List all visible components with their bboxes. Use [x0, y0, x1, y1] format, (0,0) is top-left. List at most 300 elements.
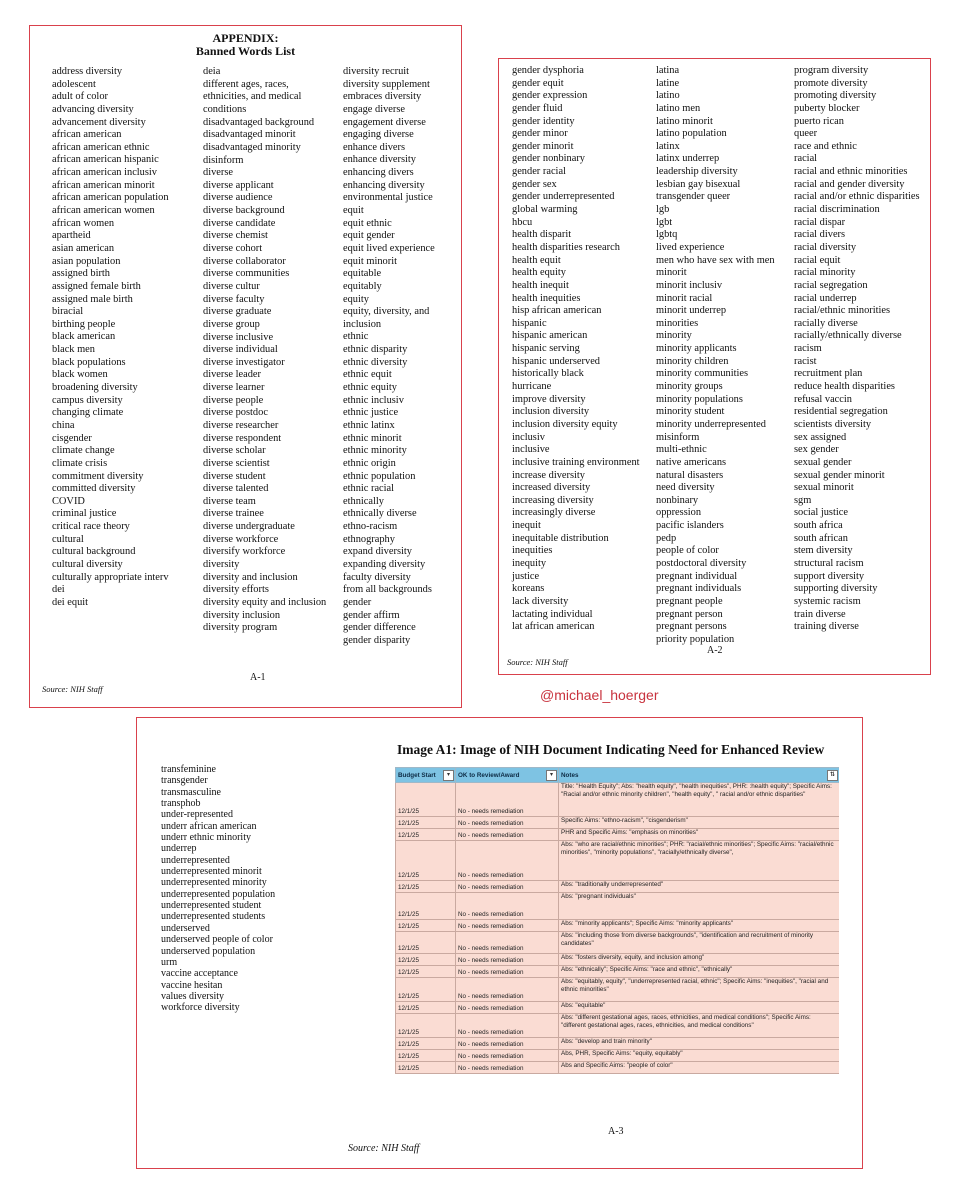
banned-word: people of color: [656, 545, 719, 557]
banned-word: inclusion diversity equity: [512, 418, 618, 430]
table-row: [396, 881, 840, 893]
banned-word: dei: [52, 584, 65, 596]
banned-word: latine: [656, 77, 680, 89]
review-status-cell: No - needs remediation: [456, 1002, 559, 1014]
budget-start-cell: 12/1/25: [396, 1062, 456, 1074]
column-header-notes: Notes ⇅: [559, 768, 840, 783]
banned-word: promoting diversity: [794, 90, 877, 102]
banned-word: values diversity: [161, 990, 225, 1002]
budget-start-cell: 12/1/25: [396, 881, 456, 893]
banned-word: campus diversity: [52, 394, 123, 406]
banned-word: puerto rican: [794, 115, 844, 127]
banned-word: equitably: [343, 280, 382, 292]
notes-cell: Abs: "different gestational ages, races, ethnicities, and medical conditions"; Specific Aims: "different gestational ages, races, ethnicities, and medical conditions": [559, 1014, 840, 1038]
banned-word: promote diversity: [794, 77, 868, 89]
banned-word: diverse workforce: [203, 533, 279, 545]
appendix-page-a2: [498, 58, 931, 675]
word-column-3: [794, 65, 929, 634]
notes-cell: Abs: "equitable": [559, 1002, 840, 1014]
review-status-cell: No - needs remediation: [456, 841, 559, 881]
review-status-cell: No - needs remediation: [456, 966, 559, 978]
banned-word: disadvantaged minorit: [203, 129, 296, 141]
banned-word: sgm: [794, 494, 812, 506]
banned-word: diverse inclusive: [203, 331, 274, 343]
banned-word: engagement diverse: [343, 116, 426, 128]
table-row: [396, 1038, 840, 1050]
banned-word: health disparit: [512, 229, 572, 241]
banned-word: koreans: [512, 583, 545, 595]
banned-word: increase diversity: [512, 469, 585, 481]
banned-word: diverse trainee: [203, 508, 264, 520]
banned-word: gender difference: [343, 622, 416, 634]
banned-word: enhance diversity: [343, 154, 416, 166]
banned-word: minority groups: [656, 381, 723, 393]
banned-word: deia: [203, 66, 221, 77]
banned-word: racial segregation: [794, 279, 868, 291]
banned-word: support diversity: [794, 570, 865, 582]
banned-word: social justice: [794, 507, 848, 519]
banned-word: diverse graduate: [203, 306, 272, 318]
banned-word: under-represented: [161, 809, 233, 821]
banned-word: underrepresented population: [161, 888, 276, 900]
banned-word: inclusion diversity: [512, 406, 590, 418]
banned-word: diverse audience: [203, 192, 273, 204]
banned-word: diverse cohort: [203, 243, 263, 255]
banned-word: minorit: [656, 267, 687, 279]
page-number: A-2: [707, 645, 723, 656]
banned-word: transgender queer: [656, 191, 731, 203]
banned-word: lgbtq: [656, 229, 678, 241]
notes-cell: Abs: "traditionally underrepresented": [559, 881, 840, 893]
notes-cell: Title: "Health Equity"; Abs: "health equity", "health inequities", PHR: :health equity"; Specific Aims: "Racial and/or ethnic minority children", "health equity", " racial and/or ethnic disparities": [559, 783, 840, 817]
banned-word: racial minority: [794, 267, 856, 279]
review-status-cell: No - needs remediation: [456, 1062, 559, 1074]
banned-word: train diverse: [794, 608, 846, 620]
review-status-cell: No - needs remediation: [456, 954, 559, 966]
banned-word: ethnic minorit: [343, 432, 402, 444]
banned-word: residential segregation: [794, 406, 888, 418]
banned-word: underr ethnic minority: [161, 832, 251, 844]
notes-cell: Abs, PHR, Specific Aims: "equity, equitably": [559, 1050, 840, 1062]
table-row: [396, 829, 840, 841]
banned-word: changing climate: [52, 407, 124, 419]
review-table-image: [395, 767, 839, 1076]
budget-start-cell: 12/1/25: [396, 1038, 456, 1050]
banned-word: racial divers: [794, 229, 846, 241]
banned-word: gender dysphoria: [512, 65, 584, 76]
review-status-cell: No - needs remediation: [456, 978, 559, 1002]
banned-word: recruitment plan: [794, 368, 863, 380]
banned-word: broadening diversity: [52, 382, 138, 394]
banned-word: racial and ethnic minorities: [794, 166, 908, 178]
banned-word: ethnography: [343, 533, 395, 545]
banned-word: diverse undergraduate: [203, 521, 295, 533]
banned-word: dei equit: [52, 596, 89, 608]
table-row: [396, 966, 840, 978]
banned-word: underrepresented student: [161, 900, 262, 912]
review-status-cell: No - needs remediation: [456, 817, 559, 829]
review-status-cell: No - needs remediation: [456, 783, 559, 817]
banned-word: inequity: [512, 557, 547, 569]
banned-word: equit lived experience: [343, 242, 435, 254]
notes-cell: Abs: "ethnically"; Specific Aims: "race and ethnic", "ethnically": [559, 966, 840, 978]
banned-word: ethnic: [343, 331, 369, 343]
banned-word: underserved people of color: [161, 934, 273, 946]
banned-word: postdoctoral diversity: [656, 557, 747, 569]
banned-word: historically black: [512, 368, 584, 380]
banned-word: diversity inclusion: [203, 609, 281, 621]
banned-word: transgender: [161, 775, 208, 787]
banned-word: latinx: [656, 140, 680, 152]
banned-word: black women: [52, 369, 108, 381]
budget-start-cell: 12/1/25: [396, 1050, 456, 1062]
review-status-cell: No - needs remediation: [456, 932, 559, 954]
banned-word: south african: [794, 532, 848, 544]
banned-word: training diverse: [794, 621, 859, 633]
banned-word: engaging diverse: [343, 129, 414, 141]
banned-word: diverse people: [203, 394, 264, 406]
column-header-ok-to-review: OK to Review/Award ▾: [456, 768, 559, 783]
banned-word: minorit inclusiv: [656, 279, 723, 291]
notes-cell: Abs: "minority applicants"; Specific Aims: "minority applicants": [559, 920, 840, 932]
banned-word: equitable: [343, 268, 382, 280]
banned-word: ethnic origin: [343, 457, 396, 469]
banned-word: lactating individual: [512, 608, 593, 620]
banned-word: china: [52, 419, 75, 431]
banned-word: african american: [52, 129, 122, 141]
banned-word: health equit: [512, 254, 561, 266]
review-status-cell: No - needs remediation: [456, 1014, 559, 1038]
banned-word: advancement diversity: [52, 116, 146, 128]
budget-start-cell: 12/1/25: [396, 829, 456, 841]
banned-word: health equity: [512, 267, 566, 279]
table-row: [396, 1002, 840, 1014]
banned-word: ethnic minority: [343, 445, 407, 457]
banned-word: hispanic american: [512, 330, 588, 342]
banned-word: multi-ethnic: [656, 444, 707, 456]
banned-word: culturally appropriate interv: [52, 571, 169, 583]
banned-word: underrep: [161, 843, 197, 855]
banned-word: health inequities: [512, 292, 581, 304]
banned-word: assigned female birth: [52, 280, 141, 292]
banned-word: improve diversity: [512, 393, 586, 405]
review-status-cell: No - needs remediation: [456, 893, 559, 920]
banned-word: latino population: [656, 128, 727, 140]
banned-word: underrepresented students: [161, 911, 266, 923]
sort-filter-icon: ⇅: [827, 770, 838, 781]
source-note: Source: NIH Staff: [42, 684, 103, 694]
banned-word: diverse group: [203, 318, 260, 330]
budget-start-cell: 12/1/25: [396, 841, 456, 881]
banned-word: african women: [52, 217, 115, 229]
banned-word: systemic racism: [794, 595, 861, 607]
banned-word: gender equit: [512, 77, 564, 89]
table-row: [396, 978, 840, 1002]
banned-word: environmental justice: [343, 192, 433, 204]
banned-word: equity, diversity, and inclusion: [343, 306, 430, 330]
banned-word: climate change: [52, 445, 115, 457]
banned-word: diverse student: [203, 470, 266, 482]
notes-cell: Abs: "develop and train minority": [559, 1038, 840, 1050]
banned-word: equit ethnic: [343, 217, 392, 229]
table-row: [396, 817, 840, 829]
banned-word: hisp african american: [512, 305, 602, 317]
banned-word: from all backgrounds: [343, 584, 432, 596]
banned-word: ethnic population: [343, 470, 416, 482]
banned-word: underr african american: [161, 820, 257, 832]
banned-word: underserved population: [161, 945, 256, 957]
banned-word: ethno-racism: [343, 521, 398, 533]
banned-word: minority communities: [656, 368, 749, 380]
banned-word: transmasculine: [161, 786, 221, 798]
appendix-title: [30, 32, 461, 58]
budget-start-cell: 12/1/25: [396, 954, 456, 966]
banned-word: underrepresented minority: [161, 877, 267, 889]
banned-word: ethnic racial: [343, 483, 395, 495]
banned-word: misinform: [656, 431, 700, 443]
word-column-3: [343, 66, 453, 648]
banned-word: diverse talented: [203, 483, 269, 495]
banned-word: inclusiv: [512, 431, 545, 443]
table-row: [396, 1050, 840, 1062]
notes-cell: Abs: "fosters diversity, equity, and inclusion among": [559, 954, 840, 966]
table-row: [396, 920, 840, 932]
banned-word: minority: [656, 330, 692, 342]
banned-word: equit: [343, 205, 364, 217]
banned-word: climate crisis: [52, 457, 108, 469]
banned-word: refusal vaccin: [794, 393, 852, 405]
banned-word: gender minorit: [512, 140, 574, 152]
banned-word: minority applicants: [656, 343, 737, 355]
banned-word: racial/ethnic minorities: [794, 305, 891, 317]
notes-cell: Abs: "who are racial/ethnic minorities"; PHR: "racial/ethnic minorities"; Specific Aims: "racial/ethnic minorities", "minority populations", "racially/ethnically diverse",: [559, 841, 840, 881]
banned-word: ethnic latinx: [343, 419, 395, 431]
banned-word: diversity and inclusion: [203, 571, 298, 583]
banned-word: justice: [512, 570, 540, 582]
banned-word: equit gender: [343, 230, 395, 242]
budget-start-cell: 12/1/25: [396, 978, 456, 1002]
banned-word: racially diverse: [794, 317, 858, 329]
banned-word: priority population: [656, 633, 735, 645]
banned-word: diverse team: [203, 495, 256, 507]
banned-word: ethnic equity: [343, 382, 397, 394]
banned-word: inequit: [512, 520, 541, 532]
page-number: A-1: [250, 672, 266, 683]
banned-word: diverse scientist: [203, 457, 270, 469]
banned-word: latino minorit: [656, 115, 713, 127]
banned-word: transphob: [161, 798, 201, 810]
banned-word: minority populations: [656, 393, 743, 405]
banned-word: diversity program: [203, 622, 278, 634]
banned-word: african american minorit: [52, 179, 155, 191]
banned-word: transfeminine: [161, 764, 216, 775]
banned-word: engage diverse: [343, 103, 406, 115]
banned-word: diverse: [203, 167, 234, 179]
banned-word: diversity supplement: [343, 78, 430, 90]
banned-word: men who have sex with men: [656, 254, 775, 266]
banned-word: diverse chemist: [203, 230, 268, 242]
banned-word: minority children: [656, 355, 729, 367]
banned-word: disadvantaged minority: [203, 141, 301, 153]
banned-word: diverse background: [203, 205, 285, 217]
banned-word: african american ethnic: [52, 141, 150, 153]
banned-word: underserved: [161, 922, 210, 934]
word-list-continued: [161, 764, 275, 1014]
banned-word: racial equit: [794, 254, 841, 266]
banned-word: underrepresented: [161, 854, 230, 866]
banned-word: need diversity: [656, 482, 715, 494]
banned-word: structural racism: [794, 557, 864, 569]
banned-word: diverse scholar: [203, 445, 266, 457]
banned-word: increasing diversity: [512, 494, 594, 506]
banned-word: gender affirm: [343, 609, 400, 621]
banned-word: hispanic: [512, 317, 547, 329]
banned-word: COVID: [52, 495, 85, 507]
banned-word: racial diversity: [794, 241, 857, 253]
banned-word: committed diversity: [52, 483, 136, 495]
banned-word: hispanic underserved: [512, 355, 601, 367]
banned-word: reduce health disparities: [794, 381, 895, 393]
banned-word: vaccine hesitan: [161, 979, 223, 991]
banned-word: racial: [794, 153, 818, 165]
appendix-heading: APPENDIX:: [212, 31, 279, 45]
banned-word: lived experience: [656, 241, 725, 253]
banned-word: racial dispar: [794, 216, 846, 228]
filter-dropdown-icon: ▾: [546, 770, 557, 781]
banned-word: stem diversity: [794, 545, 853, 557]
banned-word: commitment diversity: [52, 470, 144, 482]
banned-word: assigned birth: [52, 268, 111, 280]
banned-word: latino men: [656, 102, 701, 114]
table-row: [396, 1014, 840, 1038]
banned-word: minority student: [656, 406, 725, 418]
banned-word: racial underrep: [794, 292, 857, 304]
banned-word: apartheid: [52, 230, 91, 242]
banned-word: minorities: [656, 317, 699, 329]
banned-word: pedp: [656, 532, 677, 544]
banned-word: advancing diversity: [52, 103, 134, 115]
table-row: [396, 783, 840, 817]
banned-word: equit minorit: [343, 255, 397, 267]
banned-word: leadership diversity: [656, 166, 738, 178]
budget-start-cell: 12/1/25: [396, 1014, 456, 1038]
notes-cell: Specific Aims: "ethno-racism", "cisgenderism": [559, 817, 840, 829]
banned-word: diversity: [203, 559, 240, 571]
banned-word: racially/ethnically diverse: [794, 330, 902, 342]
word-column-2: [656, 65, 788, 646]
banned-word: queer: [794, 128, 818, 140]
image-title: Image A1: Image of NIH Document Indicating Need for Enhanced Review: [397, 742, 825, 757]
page-number: A-3: [608, 1126, 624, 1137]
review-status-cell: No - needs remediation: [456, 1038, 559, 1050]
banned-word: natural disasters: [656, 469, 724, 481]
budget-start-cell: 12/1/25: [396, 932, 456, 954]
banned-word: diverse investigator: [203, 356, 285, 368]
banned-word: lat african american: [512, 621, 595, 633]
notes-cell: Abs: "including those from diverse backgrounds", "identification and recruitment of minority candidates": [559, 932, 840, 954]
banned-word: adult of color: [52, 91, 108, 103]
banned-word: sexual gender: [794, 456, 852, 468]
banned-word: african american hispanic: [52, 154, 159, 166]
banned-word: expand diversity: [343, 546, 412, 558]
banned-word: gender identity: [512, 115, 575, 127]
banned-word: adolescent: [52, 78, 96, 90]
budget-start-cell: 12/1/25: [396, 893, 456, 920]
banned-word: vaccine acceptance: [161, 968, 238, 980]
banned-word: global warming: [512, 204, 578, 216]
banned-word: critical race theory: [52, 521, 130, 533]
banned-word: diverse communities: [203, 268, 290, 280]
banned-word: latina: [656, 65, 680, 76]
banned-word: racist: [794, 355, 817, 367]
banned-word: diverse individual: [203, 344, 278, 356]
banned-word: urm: [161, 956, 178, 968]
banned-word: native americans: [656, 456, 727, 468]
banned-word: gender disparity: [343, 634, 411, 646]
banned-word: different ages, races, ethnicities, and medical conditions: [203, 78, 302, 115]
banned-word: lack diversity: [512, 595, 569, 607]
banned-word: increasingly diverse: [512, 507, 596, 519]
banned-word: enhancing diversity: [343, 179, 425, 191]
banned-word: address diversity: [52, 66, 123, 77]
table-row: [396, 893, 840, 920]
source-note: Source: NIH Staff: [507, 657, 568, 667]
banned-word: birthing people: [52, 318, 116, 330]
banned-word: latinx underrep: [656, 153, 720, 165]
banned-word: ethnic equit: [343, 369, 392, 381]
banned-word: assigned male birth: [52, 293, 133, 305]
budget-start-cell: 12/1/25: [396, 966, 456, 978]
banned-word: sexual gender minorit: [794, 469, 885, 481]
banned-word: gender expression: [512, 90, 588, 102]
banned-word: ethnic diversity: [343, 356, 408, 368]
banned-word: nonbinary: [656, 494, 699, 506]
banned-word: diverse leader: [203, 369, 261, 381]
banned-word: south africa: [794, 520, 843, 532]
banned-word: inclusive: [512, 444, 550, 456]
banned-word: latino: [656, 90, 680, 102]
banned-word: minority underrepresented: [656, 418, 766, 430]
word-column-1: [512, 65, 652, 634]
banned-word: gender fluid: [512, 102, 563, 114]
banned-word: hbcu: [512, 216, 533, 228]
banned-word: black american: [52, 331, 116, 343]
banned-word: black populations: [52, 356, 126, 368]
banned-word: health inequit: [512, 279, 569, 291]
banned-word: gender minor: [512, 128, 568, 140]
banned-word: inclusive training environment: [512, 456, 640, 468]
banned-word: ethnic disparity: [343, 344, 408, 356]
banned-word: ethnically diverse: [343, 508, 417, 520]
banned-word: increased diversity: [512, 482, 591, 494]
banned-word: diverse postdoc: [203, 407, 268, 419]
table-row: [396, 954, 840, 966]
banned-word: criminal justice: [52, 508, 117, 520]
watermark-handle: @michael_hoerger: [540, 687, 659, 703]
banned-word: ethnically: [343, 495, 384, 507]
banned-word: gender: [343, 596, 372, 608]
banned-word: ethnic justice: [343, 407, 399, 419]
banned-word: pregnant people: [656, 595, 723, 607]
appendix-page-a3: [136, 717, 863, 1169]
source-note: Source: NIH Staff: [348, 1143, 420, 1154]
appendix-page-a1: [29, 25, 462, 708]
banned-word: faculty diversity: [343, 571, 411, 583]
banned-word: oppression: [656, 507, 702, 519]
banned-word: sex gender: [794, 444, 839, 456]
review-status-cell: No - needs remediation: [456, 881, 559, 893]
banned-word: racial and/or ethnic disparities: [794, 191, 920, 203]
